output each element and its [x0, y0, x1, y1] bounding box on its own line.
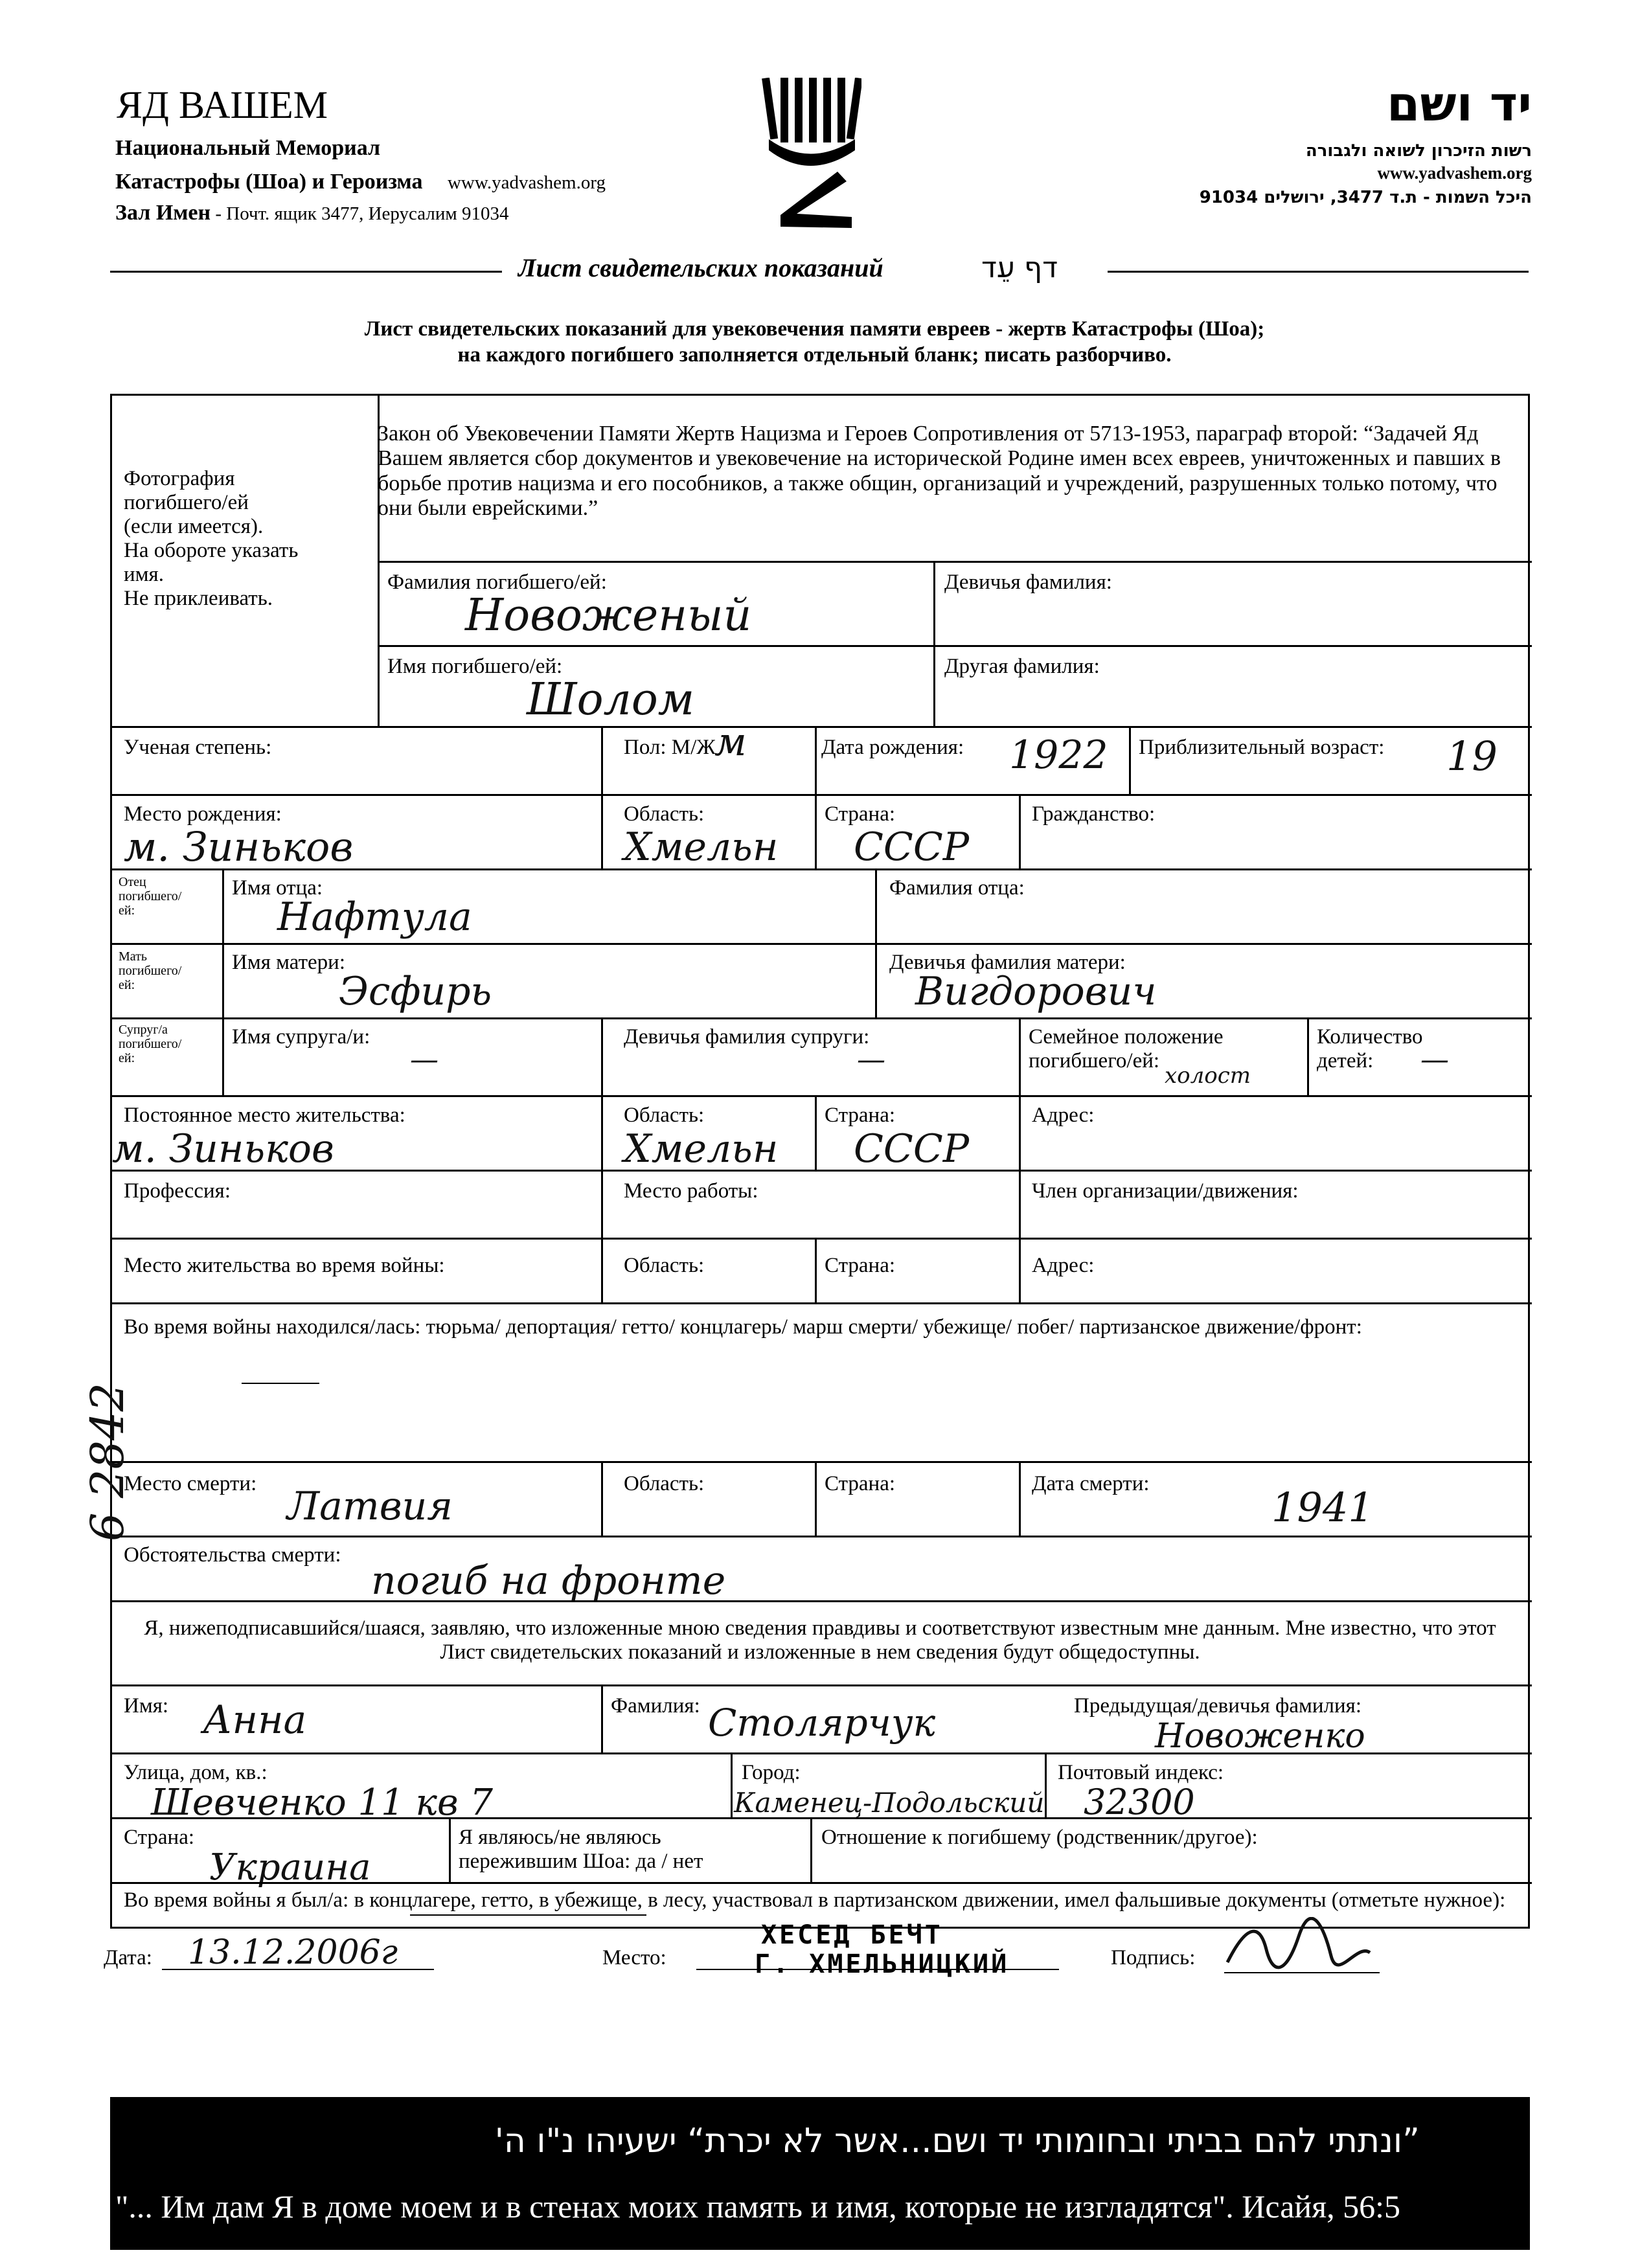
intro-line2: на каждого погибшего заполняется отдельный бланк; писать разборчиво.	[457, 343, 1172, 367]
col-rule	[875, 868, 877, 943]
side-rule	[222, 868, 224, 1095]
signature-label: Подпись:	[1111, 1946, 1196, 1969]
stamp-line1: ХЕСЕД БЕЧТ	[761, 1920, 943, 1950]
col-rule	[601, 1017, 603, 1095]
sub-surname-value[interactable]: Столярчук	[708, 1701, 936, 1745]
row-rule-1	[112, 726, 1532, 728]
residence-label: Постоянное место жительства:	[124, 1104, 405, 1127]
death-place-label: Место смерти:	[124, 1472, 257, 1495]
spouse-name-label: Имя супруга/и:	[232, 1025, 370, 1049]
row-rule-14	[112, 1752, 1532, 1754]
residence-value[interactable]: м. Зиньков	[112, 1126, 334, 1172]
col-rule	[449, 1817, 451, 1882]
father-name-label: Имя отца:	[232, 876, 323, 900]
spouse-maiden-value[interactable]: —	[857, 1043, 885, 1076]
row-rule-3	[112, 868, 1532, 870]
org-line2-text: Катастрофы (Шоа) и Героизма	[115, 170, 423, 194]
sub-war-underline	[410, 1914, 646, 1916]
date-line	[162, 1969, 434, 1970]
war-residence-label: Место жительства во время войны:	[124, 1254, 445, 1277]
birth-date-label: Дата рождения:	[821, 736, 964, 759]
stamp-line2: Г. ХМЕЛЬНИЦКИЙ	[755, 1949, 1010, 1979]
name-row-rule	[378, 645, 1532, 647]
degree-label: Ученая степень:	[124, 736, 272, 759]
col-rule	[810, 1817, 812, 1882]
org-title-ru: ЯД ВАШЕМ	[117, 84, 328, 126]
approx-age-value[interactable]: 19	[1446, 732, 1498, 780]
war-status-label: Во время войны находился/лась: тюрьма/ депортация/ гетто/ концлагерь/ марш смерти/ убежище/ побег/ партизанское движение/фронт:	[124, 1315, 1362, 1339]
title-rule-left	[110, 271, 502, 273]
signature-mark[interactable]	[1221, 1917, 1376, 1979]
org-line2-ru	[115, 170, 606, 194]
birth-place-label: Место рождения:	[124, 802, 282, 826]
title-rule-right	[1108, 271, 1529, 273]
col-rule	[815, 1461, 817, 1536]
maiden-name-label: Девичья фамилия:	[944, 571, 1112, 594]
menorah-logo-icon	[761, 78, 861, 246]
death-region-label: Область:	[624, 1472, 705, 1495]
children-label: Количество детей:	[1317, 1025, 1423, 1072]
row-rule-2	[112, 794, 1532, 796]
sub-name-value[interactable]: Анна	[203, 1697, 307, 1743]
mother-name-value[interactable]: Эсфирь	[339, 969, 492, 1014]
birth-region-value[interactable]: Хмельн	[624, 824, 779, 870]
birth-country-label: Страна:	[825, 802, 896, 826]
org-line3-ru	[115, 201, 508, 225]
testimony-form	[110, 394, 1530, 1929]
col-rule	[875, 943, 877, 1017]
other-name-label: Другая фамилия:	[944, 655, 1100, 678]
res-country-value[interactable]: СССР	[854, 1126, 970, 1172]
col-rule	[815, 794, 817, 868]
res-address-label: Адрес:	[1032, 1104, 1095, 1127]
birth-date-value[interactable]: 1922	[1009, 732, 1108, 778]
sub-street-label: Улица, дом, кв.:	[124, 1761, 268, 1784]
org-site-ru: www.yadvashem.org	[447, 172, 606, 193]
sub-city-label: Город:	[742, 1761, 801, 1784]
org-hall-name: Зал Имен	[115, 201, 211, 225]
surname-label: Фамилия погибшего/ей:	[387, 571, 607, 594]
date-value[interactable]: 13.12.2006г	[188, 1933, 398, 1972]
footer-quote-he: ”ונתתי להם בביתי ובחומותי יד ושם...אשר לא יכרת“ ישעיהו נ"ו ה'	[494, 2122, 1420, 2160]
footer-quote-ru: "... Им дам Я в доме моем и в стенах моих память и имя, которые не изгладятся". Исайя, 56:5	[115, 2188, 1401, 2225]
mother-maiden-value[interactable]: Вигдорович	[915, 969, 1157, 1014]
row-rule-6	[112, 1095, 1532, 1097]
row-rule-9	[112, 1302, 1532, 1304]
marital-value[interactable]: холост	[1165, 1063, 1251, 1089]
sub-prev-label: Предыдущая/девичья фамилия:	[1074, 1694, 1362, 1718]
father-name-value[interactable]: Нафтула	[277, 894, 472, 940]
col-rule	[1307, 1017, 1309, 1095]
col-rule	[1019, 794, 1021, 868]
col-rule	[1019, 1461, 1021, 1536]
approx-age-label: Приблизительный возраст:	[1139, 736, 1385, 759]
sex-value[interactable]: м	[714, 720, 747, 765]
intro-line1: Лист свидетельских показаний для увековечения памяти евреев - жертв Катастрофы (Шоа);	[364, 317, 1265, 341]
workplace-label: Место работы:	[624, 1179, 758, 1203]
sub-city-value[interactable]: Каменец-Подольский	[734, 1787, 1045, 1819]
death-circ-label: Обстоятельства смерти:	[124, 1543, 341, 1567]
col-rule	[731, 1752, 733, 1817]
col-rule	[815, 726, 817, 794]
sub-war-label[interactable]: Во время войны я был/а: в концлагере, гетто, в убежище, в лесу, участвовал в партизанском движении, имел фальшивые документы (отметьте нужное):	[124, 1888, 1506, 1912]
photo-label: Фотография погибшего/ей (если имеется). На обороте указать имя. Не приклеивать.	[124, 467, 299, 610]
row-rule-15	[112, 1817, 1532, 1819]
death-place-value[interactable]: Латвия	[287, 1484, 453, 1529]
col-rule	[601, 1095, 603, 1302]
org-address-he: היכל השמות - ת.ד 3477, ירושלים 91034	[1199, 188, 1532, 207]
father-side-label: Отец погибшего/ ей:	[119, 875, 182, 918]
father-surname-label: Фамилия отца:	[889, 876, 1025, 900]
sheet-title-ru: Лист свидетельских показаний	[518, 253, 883, 282]
sub-name-label: Имя:	[124, 1694, 169, 1718]
org-address-ru: - Почт. ящик 3477, Иерусалим 91034	[211, 203, 509, 224]
name-divider	[933, 561, 935, 726]
profession-label: Профессия:	[124, 1179, 231, 1203]
sub-prev-value[interactable]: Новоженко	[1155, 1717, 1365, 1756]
row-rule-13	[112, 1684, 1532, 1686]
war-region-label: Область:	[624, 1254, 705, 1277]
place-line	[696, 1969, 1059, 1970]
mother-maiden-label: Девичья фамилия матери:	[889, 951, 1126, 974]
sub-zip-label: Почтовый индекс:	[1058, 1761, 1224, 1784]
row-rule-5	[112, 1017, 1532, 1019]
org-line1-ru: Национальный Мемориал	[115, 136, 381, 160]
war-address-label: Адрес:	[1032, 1254, 1095, 1277]
org-line1-he: רשות הזיכרון לשואה ולגבורה	[1305, 141, 1532, 161]
signature-line	[1224, 1972, 1380, 1973]
survivor-label[interactable]: Я являюсь/не являюсь пережившим Шоа: да / нет	[459, 1826, 703, 1873]
place-label: Место:	[602, 1946, 666, 1969]
row-rule-8	[112, 1238, 1532, 1240]
col-rule	[1129, 726, 1131, 794]
col-rule	[815, 1238, 817, 1302]
law-bottom-rule	[378, 561, 1532, 563]
spouse-side-label: Супруг/а погибшего/ ей:	[119, 1023, 182, 1065]
col-rule	[601, 726, 603, 794]
col-rule	[815, 1095, 817, 1170]
spouse-maiden-label: Девичья фамилия супруги:	[624, 1025, 870, 1049]
res-region-label: Область:	[624, 1104, 705, 1127]
col-rule	[601, 1461, 603, 1536]
relation-label: Отношение к погибшему (родственник/другое):	[821, 1826, 1258, 1849]
spouse-name-value[interactable]: —	[410, 1043, 439, 1076]
org-site-he: www.yadvashem.org	[1377, 163, 1532, 183]
col-rule	[1019, 1095, 1021, 1302]
birth-country-value[interactable]: СССР	[854, 824, 970, 870]
birth-place-value[interactable]: м. Зиньков	[124, 823, 354, 870]
res-country-label: Страна:	[825, 1104, 896, 1127]
row-rule-16	[112, 1882, 1532, 1884]
sex-label: Пол: М/Ж	[624, 736, 716, 759]
row-rule-7	[112, 1170, 1532, 1172]
sheet-title-he: דף עֵד	[981, 251, 1058, 284]
death-country-label: Страна:	[825, 1472, 896, 1495]
mother-name-label: Имя матери:	[232, 951, 345, 974]
surname-value[interactable]: Новоженый	[465, 590, 752, 641]
footer-quote-band	[110, 2097, 1530, 2250]
death-circ-value[interactable]: погиб на фронте	[371, 1558, 726, 1604]
sub-country-label: Страна:	[124, 1826, 195, 1849]
war-country-label: Страна:	[825, 1254, 896, 1277]
war-status-underline	[242, 1383, 319, 1384]
sub-zip-value[interactable]: 32300	[1084, 1782, 1195, 1822]
death-date-label: Дата смерти:	[1032, 1472, 1150, 1495]
org-title-he: יד ושם	[1386, 76, 1532, 132]
col-rule	[601, 794, 603, 868]
sub-street-value[interactable]: Шевченко 11 кв 7	[151, 1782, 493, 1824]
sub-surname-label: Фамилия:	[611, 1694, 700, 1718]
first-name-label: Имя погибшего/ей:	[387, 655, 563, 678]
res-region-value[interactable]: Хмельн	[624, 1126, 779, 1172]
death-date-value[interactable]: 1941	[1271, 1484, 1374, 1531]
row-rule-10	[112, 1461, 1532, 1463]
sub-country-value[interactable]: Украина	[209, 1846, 371, 1888]
col-rule	[1019, 1017, 1021, 1095]
marital-label: Семейное положение погибшего/ей:	[1029, 1025, 1224, 1072]
law-text: Закон об Увековечении Памяти Жертв Нацизма и Героев Сопротивления от 5713-1953, параграф второй: “Задачей Яд Вашем является сбор документов и увековечение на исторической Родине имен всех евреев, уничтоженных и павших в борьбе против нацизма и его пособников, а также общин, организаций и учреждений, разрушенных только потому, что они были еврейскими.”	[378, 422, 1501, 521]
first-name-value[interactable]: Шолом	[527, 674, 695, 725]
children-value[interactable]: —	[1420, 1043, 1449, 1076]
citizenship-label: Гражданство:	[1032, 802, 1156, 826]
declaration-text: Я, нижеподписавшийся/шаяся, заявляю, что изложенные мною сведения правдивы и соответствуют известным мне данным. Мне известно, что этот Лист свидетельских показаний и изложенные в нем сведения будут общедоступны.	[144, 1616, 1496, 1664]
row-rule-11	[112, 1536, 1532, 1537]
member-label: Член организации/движения:	[1032, 1179, 1299, 1203]
birth-region-label: Область:	[624, 802, 705, 826]
row-rule-4	[112, 943, 1532, 945]
date-label: Дата:	[104, 1946, 152, 1969]
margin-number: 6 2842	[81, 1383, 134, 1541]
row-rule-12	[112, 1600, 1532, 1602]
col-rule	[601, 1684, 603, 1752]
col-rule	[1045, 1752, 1047, 1817]
mother-side-label: Мать погибшего/ ей:	[119, 949, 182, 992]
